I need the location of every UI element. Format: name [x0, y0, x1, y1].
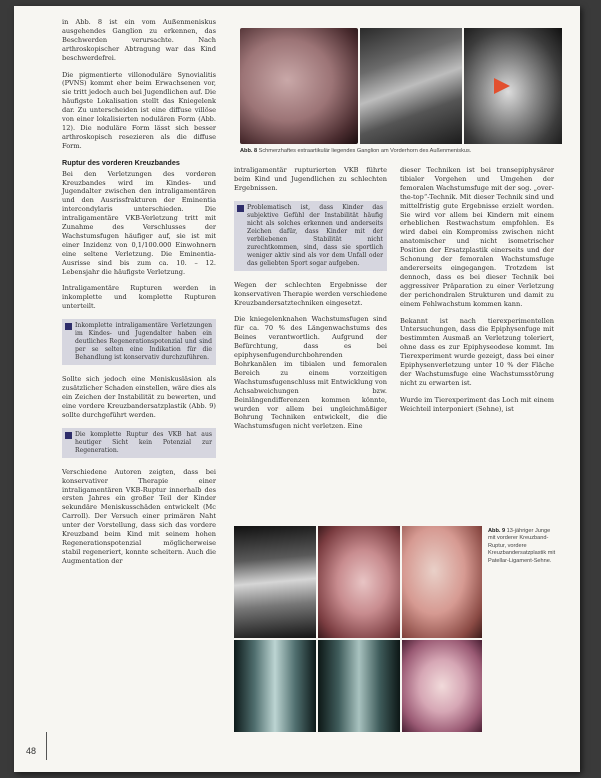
caption-text: 13-jähriger Junge mit vorderer Kreuzband-Ruptur, vordere Kreuzbandersatzplastik mit Patellar-Ligament-Sehne. [488, 528, 556, 564]
column-2 [234, 166, 387, 439]
paragraph: Bekannt ist nach tierexperimentellen Untersuchungen, dass die Epiphysenfuge mit bestimmten Ausmaß an Verletzung toleriert, ohne dass es zur Epiphyseodese kommt. Im Tierexperiment wurde gezeigt, dass bei einer Epiphysenverletzung unter 10 % der Fläche der Wachstumsfuge eine Wachstumsstörung nicht zu erwarten ist. [400, 316, 554, 387]
fig8-mri-sagittal-image [360, 28, 462, 144]
figure-caption-9 [488, 528, 558, 565]
column-3 [400, 166, 554, 422]
paragraph: in Abb. 8 ist ein vom Außenmeniskus ausgehendes Ganglion zu erkennen, das Beschwerden verursachte. Nach arthroskopischer Abtragung war das Kind beschwerdefrei. [62, 18, 216, 62]
paragraph: Verschiedene Autoren zeigten, dass bei konservativer Therapie einer intraligamentären VKB-Ruptur innerhalb des ersten Jahres ein großer Teil der Kinder sekundäre Meniskusschäden entwickelt (Mc Carroll). Der Versuch einer primären Naht unter der Vorstellung, dass sich das vordere Kreuzband beim Kind mit seinem hohen Regenerationspotenzial möglicherweise stabil regeneriert, konnte scheitern. Auch die Augmentation der [62, 467, 216, 565]
note-marker-icon [65, 323, 72, 330]
info-box-text: Die komplette Ruptur des VKB hat aus heutiger Sicht kein Potenzial zur Regeneration. [75, 430, 212, 454]
document-page [14, 6, 580, 772]
arrow-marker-icon [494, 78, 510, 94]
info-box [234, 201, 387, 271]
info-box [62, 428, 216, 458]
caption-label: Abb. 8 [240, 148, 258, 154]
fig9-arthroscopy-image-3 [402, 640, 482, 732]
info-box-text: Inkomplette intraligamentäre Verletzungen im Kindes- und Jugendalter haben ein deutliches Regenerationspotenzial und sind per se selten eine Indikation für die Behandlung ist konservativ durchzuführen. [75, 322, 212, 362]
fig9-xray-lateral-image [234, 526, 316, 638]
fig9-arthroscopy-image-1 [318, 526, 400, 638]
paragraph: Die pigmentierte villonoduläre Synovialitis (PVNS) kommt eher beim Erwachsenen vor, sie tritt jedoch auch bei Jugendlichen auf. Die häufigste Lokalisation stellt das Kniegelenk dar. Zu unterscheiden ist eine diffuse villöse von einer lokalisierten nodulären Form (Abb. 12). Die noduläre Form lässt sich besser arthroskopisch resezieren als die diffuse Form. [62, 70, 216, 150]
section-heading: Ruptur des vorderen Kreuzbandes [62, 157, 180, 167]
paragraph: intraligamentär rupturierten VKB führte beim Kind und Jugendlichen zu schlechten Ergebnissen. [234, 166, 387, 192]
paragraph: Intraligamentäre Rupturen werden in inkomplette und komplette Rupturen unterteilt. [62, 284, 216, 311]
figure-caption-8 [240, 148, 570, 155]
fig9-xray-ap-image [234, 640, 316, 732]
info-box-text: Problematisch ist, dass Kinder das subjektive Gefühl der Instabilität häufig nicht als solches erkennen und anderseits Zeichen dafür, dass Kinder mit der verbliebenen Stabilität nicht zurechtkommen, sind, dass sie sportlich weniger aktiv sind als vor dem Unfall oder das geliebten Sport sogar aufgeben. [247, 203, 383, 267]
fig8-mri-coronal-image [464, 28, 562, 144]
paragraph: Die kniegelenknahen Wachstumsfugen sind für ca. 70 % des Längenwachstums des Beines verantwortlich. Aufgrund der Befürchtung, dass es bei epiphysenfugendurchbohrenden Bohrkanälen im tibialen und femoralen Bereich zu einem vorzeitigen Wachstumsfugenschluss mit Entwicklung von Achsabweichungen bzw. Beinlängendifferenzen kommen könnte, wurden vor allem bei ungleichmäßiger Bohrung Techniken entwickelt, die die Wachstumsfugen nicht verletzen. Eine [234, 315, 387, 431]
caption-text: Schmerzhaftes extraartikulär liegendes Ganglion am Vorderhorn des Außenmeniskus. [258, 148, 472, 154]
info-box [62, 319, 216, 365]
page-number-rule [46, 732, 47, 760]
fig9-xray-ap-postop-image [318, 640, 400, 732]
page-number: 48 [26, 746, 37, 756]
column-1 [62, 18, 216, 574]
note-marker-icon [65, 432, 72, 439]
paragraph: Bei den Verletzungen des vorderen Kreuzbandes wird im Kindes- und Jugendalter zwischen den intraligamentären und den Ausrissfrakturen der Eminentia intercondylaris unterschieden. Die intraligamentäre VKB-Verletzung tritt mit Zunahme des Verschlusses der Wachstumsfugen häufiger auf, sie ist mit einer Inzidenz von 0,1/100.000 Einwohnern eine seltene Verletzung. Die Eminentia-Ausrisse sind bis zum ca. 10. – 12. Lebensjahr die häufigste Verletzung. [62, 169, 216, 276]
paragraph: Wegen der schlechten Ergebnisse der konservativen Therapie werden verschiedene Kreuzbandersatztechniken eingesetzt. [234, 280, 387, 307]
fig8-arthroscopy-image [240, 28, 358, 144]
note-marker-icon [237, 205, 244, 212]
caption-label: Abb. 9 [488, 528, 506, 534]
paragraph: Sollte sich jedoch eine Meniskusläsion als zusätzlicher Schaden einstellen, wäre dies als ein Zeichen der Instabilität zu bewerten, und eine vordere Kreuzbandersatzplastik (Abb. 9) sollte durchgeführt werden. [62, 375, 216, 419]
paragraph: Wurde im Tierexperiment das Loch mit einem Weichteil interponiert (Sehne), ist [400, 395, 554, 413]
paragraph: dieser Techniken ist bei transepiphysärer tibialer Vorgehen und Umgehen der femoralen Wachstumsfuge mit der sog. „over-the-top“-Technik. Mit dieser Technik sind und mittelfristig gute Ergebnisse erzielt worden. Sie wird vor allem bei Kindern mit einem erheblichen Restwachstum empfohlen. Es wird dabei ein Kompromiss zwischen nicht anatomischer und nicht isometrischer Position der Ersatzplastik einerseits und der Schonung der femoralen Wachstumsfuge andererseits eingegangen. Trotzdem ist dennoch, dass es bei dieser Technik bei aggressiver Präparation zu einer Verletzung der perichondralen Strukturen und damit zu einem Fehlwachstum kommen kann. [400, 166, 554, 308]
fig9-arthroscopy-image-2 [402, 526, 482, 638]
